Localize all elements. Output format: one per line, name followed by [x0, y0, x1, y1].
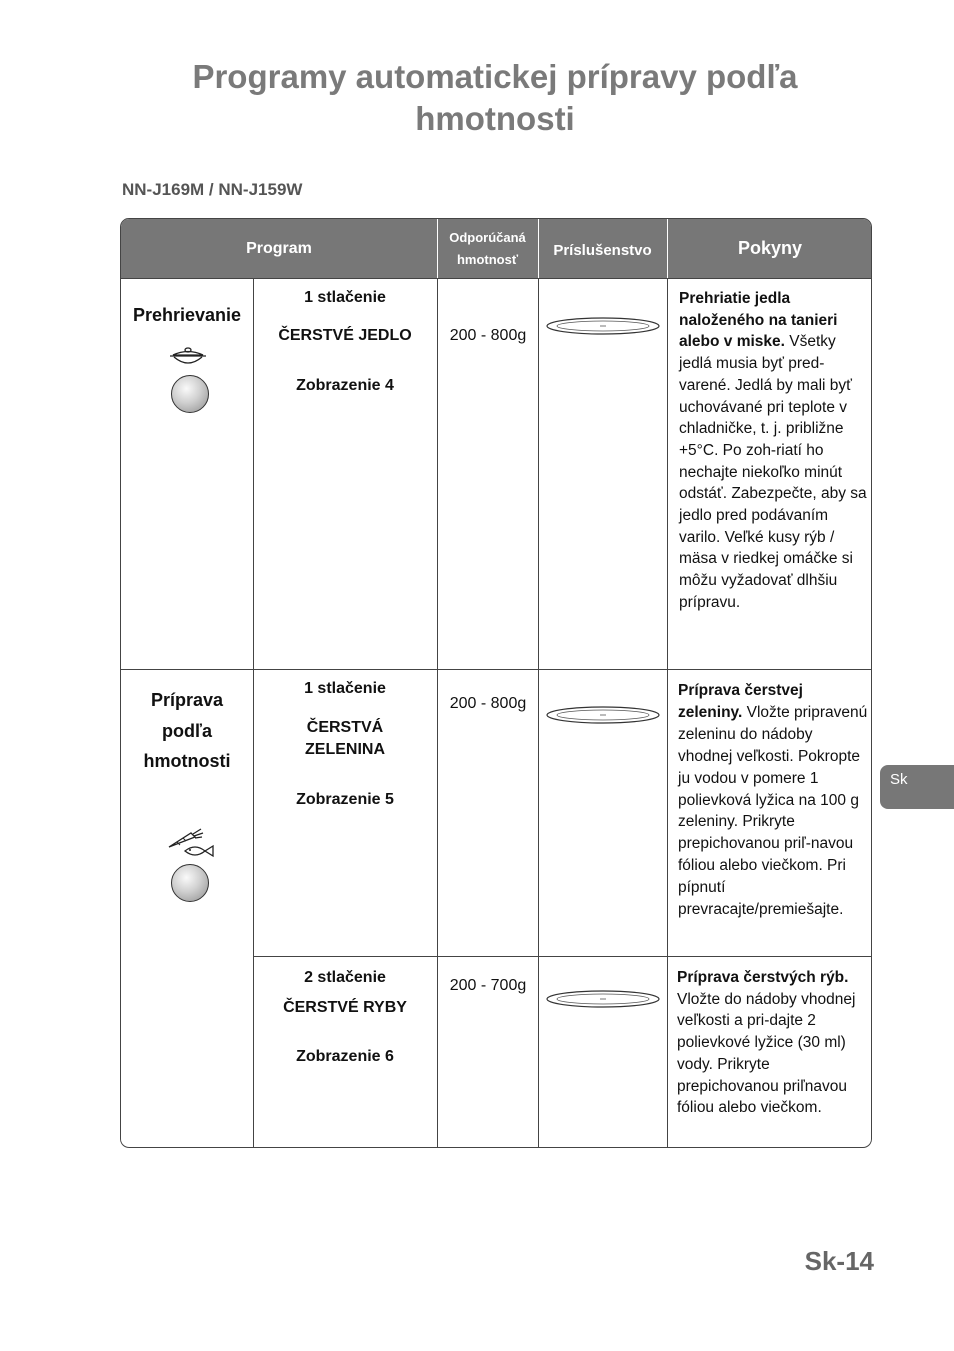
display-number: Zobrazenie 4: [296, 377, 394, 394]
food-type-line: ZELENINA: [305, 741, 385, 758]
header-sep: [437, 219, 438, 278]
plate-icon: [545, 316, 661, 336]
display-number: Zobrazenie 6: [296, 1048, 394, 1065]
food-type: ČERSTVÉ RYBY: [283, 999, 407, 1016]
weight-range: 200 - 800g: [449, 695, 527, 712]
row-divider: [253, 956, 872, 957]
program-name-line: hmotnosti: [143, 751, 231, 771]
program-table: [120, 218, 872, 1148]
header-sep: [538, 219, 539, 278]
header-weight-line1: Odporúčaná: [449, 229, 526, 245]
food-type: ČERSTVÉ JEDLO: [278, 327, 412, 344]
language-tab-label: Sk: [890, 771, 908, 788]
program-name: Prehrievanie: [132, 305, 242, 325]
instructions-text: Vložte pripravenú zeleninu do nádoby vhodnej veľkosti. Pokropte ju vodou v pomere 1 polievková lyžica na 100 g zeleniny. Prikryte prepichovanou priľ-navou fóliou alebo viečkom. Pri pípnutí prevracajte/premiešajte.: [678, 703, 868, 919]
table-header: [121, 219, 872, 278]
plate-icon: [545, 705, 661, 725]
weight-range: 200 - 800g: [449, 327, 527, 344]
header-program: Program: [246, 239, 312, 257]
program-name-line: podľa: [162, 720, 212, 741]
food-type-line: ČERSTVÁ: [306, 719, 384, 736]
page-title: Programy automatickej prípravy podľa hmotnosti: [192, 58, 798, 137]
column-divider: [667, 278, 668, 1148]
instructions: [678, 680, 870, 921]
press-count: 1 stlačenie: [304, 680, 386, 697]
language-tab: [880, 765, 954, 809]
model-number: NN-J169M / NN-J159W: [122, 180, 303, 199]
program-name: [121, 685, 253, 777]
row-divider: [121, 669, 872, 670]
header-accessory: Príslušenstvo: [553, 242, 652, 259]
plate-icon: [545, 989, 661, 1009]
program-name-line: Príprava: [150, 690, 224, 710]
column-divider: [538, 278, 539, 1148]
header-weight-line2: hmotnosť: [456, 251, 519, 267]
header-divider: [121, 278, 872, 279]
header-weight: [437, 219, 538, 278]
dial-knob-icon: [171, 864, 209, 902]
instructions-heading: Príprava čerstvých rýb.: [677, 969, 849, 986]
press-count: 2 stlačenie: [304, 969, 386, 986]
display-number: Zobrazenie 5: [296, 791, 394, 808]
food-type: [253, 717, 437, 761]
instructions-text: Vložte do nádoby vhodnej veľkosti a pri-dajte 2 polievkové lyžice (30 ml) vody. Prikryte prepichovanou priľnavou fóliou alebo viečkom.: [677, 990, 856, 1117]
page-number: Sk-14: [804, 1246, 874, 1276]
instructions: [679, 288, 869, 614]
weight-range: 200 - 700g: [449, 977, 527, 994]
covered-dish-icon: [167, 345, 209, 367]
instructions-text: Všetky jedlá musia byť pred-varené. Jedlá by mali byť uchovávané pri teplote v chladničke, t. j. približne +5°C. Po zoh-riatí ho nechajte niekoľko minút odstáť. Zabezpečte, aby sa jedlo pred podávaním varilo. Veľké kusy rýb / mäsa v riedkej omáčke si môžu vyžadovať dlhšiu prípravu.: [679, 333, 867, 611]
vegetable-fish-icon: [165, 827, 217, 861]
press-count: 1 stlačenie: [304, 289, 386, 306]
header-instructions: Pokyny: [737, 238, 803, 258]
header-sep: [667, 219, 668, 278]
instructions: [677, 967, 867, 1119]
instructions-heading: Príprava čerstvej zeleniny.: [678, 682, 803, 721]
instructions-heading: Prehriatie jedla naloženého na tanieri alebo v miske.: [679, 290, 838, 351]
dial-knob-icon: [171, 375, 209, 413]
